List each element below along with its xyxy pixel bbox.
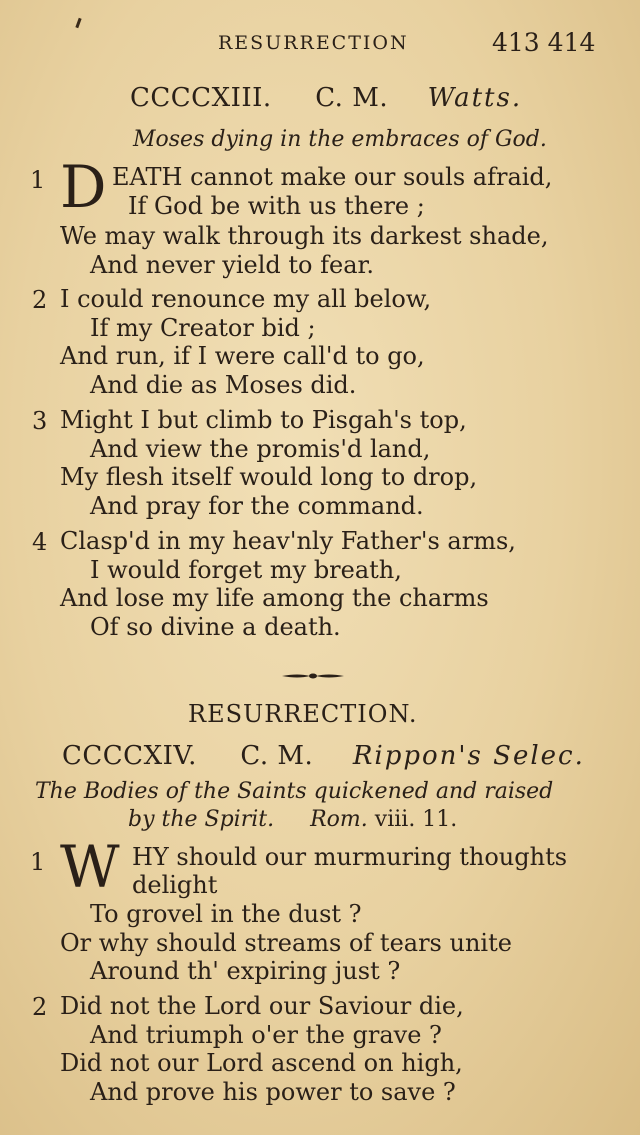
stanza-number: 3 (32, 407, 48, 435)
verse-line: And run, if I were call'd to go, (60, 342, 425, 370)
drop-cap: W (60, 833, 120, 901)
verse-line: Did not the Lord our Saviour die, (60, 992, 464, 1020)
hymn-414-subtitle-line2 (128, 807, 457, 832)
hymn-meter: C. M. (315, 83, 389, 113)
verse-line: Might I but climb to Pisgah's top, (60, 406, 467, 434)
stanza-number: 1 (30, 166, 46, 194)
verse-line: I would forget my breath, (90, 556, 402, 584)
verse-line: Did not our Lord ascend on high, (60, 1049, 463, 1077)
verse-line: And lose my life among the charms (60, 584, 489, 612)
stanza-number: 4 (32, 528, 48, 556)
verse-line: And die as Moses did. (90, 371, 357, 399)
hymn-413-heading (130, 83, 522, 113)
verse-line: My flesh itself would long to drop, (60, 463, 478, 491)
verse-line: And never yield to fear. (90, 251, 374, 279)
hymn-meter: C. M. (240, 741, 314, 771)
verse-line: delight (132, 871, 218, 899)
verse-line: To grovel in the dust ? (90, 900, 362, 928)
verse-line: Of so divine a death. (90, 613, 341, 641)
subtitle-source: by the Spirit. (128, 807, 275, 832)
ink-speck (75, 18, 81, 28)
verse-line: Around th' expiring just ? (90, 957, 401, 985)
verse-line: If my Creator bid ; (90, 314, 316, 342)
verse-line: I could renounce my all below, (60, 285, 432, 313)
hymn-413-subtitle: Moses dying in the embraces of God. (133, 127, 547, 152)
verse-line: Or why should streams of tears unite (60, 929, 512, 957)
verse-line: And pray for the command. (90, 492, 424, 520)
section-heading: RESURRECTION. (188, 700, 418, 728)
stanza-number: 2 (32, 286, 48, 314)
ornamental-divider (282, 672, 344, 680)
running-header-title: RESURRECTION (218, 32, 409, 54)
hymn-414-heading (62, 741, 585, 771)
hymn-number: CCCCXIV. (62, 741, 197, 771)
hymn-author: Rippon's Selec. (352, 741, 585, 771)
verse-line: EATH cannot make our souls afraid, (112, 163, 553, 191)
scripture-reference: viii. 11. (374, 807, 458, 832)
hymn-author: Watts. (427, 83, 523, 113)
verse-line: And prove his power to save ? (90, 1078, 456, 1106)
verse-line: And triumph o'er the grave ? (90, 1021, 442, 1049)
stanza-number: 1 (30, 848, 46, 876)
hymn-414-subtitle-line1: The Bodies of the Saints quickened and raised (35, 779, 554, 804)
drop-cap: D (60, 153, 107, 221)
page-numbers: 413 414 (492, 28, 596, 57)
verse-line: HY should our murmuring thoughts (132, 843, 568, 871)
stanza-number: 2 (32, 993, 48, 1021)
hymn-number: CCCCXIII. (130, 83, 272, 113)
verse-line: And view the promis'd land, (90, 435, 431, 463)
verse-line: We may walk through its darkest shade, (60, 222, 549, 250)
scripture-book: Rom. (310, 807, 368, 832)
verse-line: Clasp'd in my heav'nly Father's arms, (60, 527, 516, 555)
verse-line: If God be with us there ; (128, 192, 425, 220)
